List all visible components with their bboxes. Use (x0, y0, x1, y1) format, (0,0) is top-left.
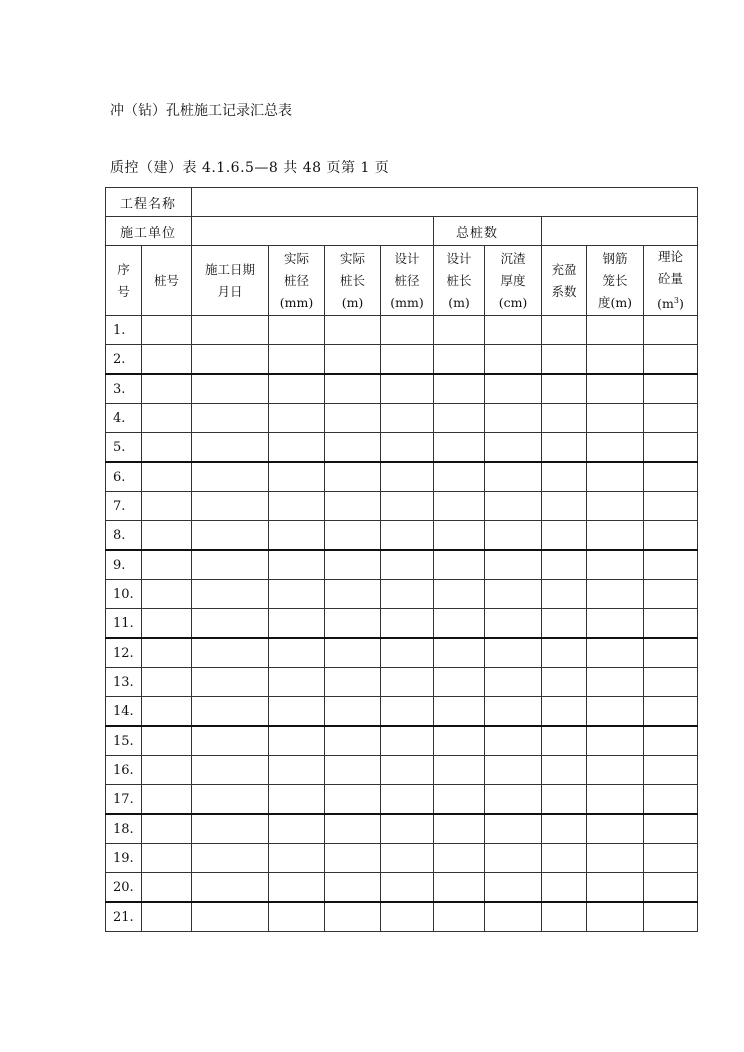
cell-date[interactable] (192, 462, 269, 492)
cell-actual-length[interactable] (325, 345, 381, 375)
cell-actual-diameter[interactable] (269, 609, 325, 639)
cell-design-length[interactable] (434, 404, 485, 433)
total-piles-label: 总桩数 (434, 217, 542, 246)
cell-cage-length[interactable] (587, 316, 644, 345)
cell-cage-length[interactable] (587, 462, 644, 492)
cell-pile-no[interactable] (142, 580, 192, 609)
col-pile-no: 桩号 (142, 246, 192, 316)
cell-date[interactable] (192, 697, 269, 727)
cell-pile-no[interactable] (142, 433, 192, 463)
cell-actual-length[interactable] (325, 580, 381, 609)
cell-sediment[interactable] (485, 433, 542, 463)
cell-sediment[interactable] (485, 873, 542, 903)
cell-sediment[interactable] (485, 726, 542, 756)
cell-actual-diameter[interactable] (269, 697, 325, 727)
cell-actual-length[interactable] (325, 462, 381, 492)
cell-sediment[interactable] (485, 785, 542, 815)
row-number: 19. (106, 844, 142, 873)
cell-fill-factor[interactable] (542, 462, 587, 492)
cell-concrete-volume[interactable] (644, 345, 698, 375)
cell-pile-no[interactable] (142, 697, 192, 727)
cell-date[interactable] (192, 873, 269, 903)
cell-design-diameter[interactable] (381, 521, 434, 551)
column-header-row (106, 246, 698, 316)
cell-pile-no[interactable] (142, 726, 192, 756)
total-piles-field[interactable] (542, 217, 698, 246)
cell-fill-factor[interactable] (542, 404, 587, 433)
table-row (106, 814, 698, 844)
form-title: 冲（钻）孔桩施工记录汇总表 (110, 103, 292, 119)
col-actual-diameter: 实际 桩径 (mm) (269, 246, 325, 316)
row-number: 20. (106, 873, 142, 903)
cell-cage-length[interactable] (587, 521, 644, 551)
cell-date[interactable] (192, 433, 269, 463)
cell-sediment[interactable] (485, 550, 542, 580)
cell-actual-diameter[interactable] (269, 580, 325, 609)
cell-concrete-volume[interactable] (644, 609, 698, 639)
cell-concrete-volume[interactable] (644, 814, 698, 844)
cell-design-length[interactable] (434, 580, 485, 609)
cell-date[interactable] (192, 550, 269, 580)
cell-actual-diameter[interactable] (269, 492, 325, 521)
table-row (106, 638, 698, 668)
row-number: 4. (106, 404, 142, 433)
cell-fill-factor[interactable] (542, 316, 587, 345)
row-number: 17. (106, 785, 142, 815)
cell-date[interactable] (192, 374, 269, 404)
cell-concrete-volume[interactable] (644, 404, 698, 433)
cell-sediment[interactable] (485, 668, 542, 697)
row-number: 1. (106, 316, 142, 345)
cell-actual-length[interactable] (325, 316, 381, 345)
cell-design-length[interactable] (434, 609, 485, 639)
cell-cage-length[interactable] (587, 609, 644, 639)
cell-design-diameter[interactable] (381, 844, 434, 873)
table-row (106, 580, 698, 609)
cell-fill-factor[interactable] (542, 726, 587, 756)
cell-design-diameter[interactable] (381, 638, 434, 668)
cell-pile-no[interactable] (142, 345, 192, 375)
cell-date[interactable] (192, 726, 269, 756)
table-row (106, 492, 698, 521)
row-number: 21. (106, 902, 142, 932)
cell-fill-factor[interactable] (542, 521, 587, 551)
cell-design-length[interactable] (434, 785, 485, 815)
cell-concrete-volume[interactable] (644, 462, 698, 492)
cell-actual-diameter[interactable] (269, 844, 325, 873)
cell-design-diameter[interactable] (381, 316, 434, 345)
cell-fill-factor[interactable] (542, 638, 587, 668)
cell-cage-length[interactable] (587, 345, 644, 375)
cell-date[interactable] (192, 316, 269, 345)
form-code: 质控（建）表 4.1.6.5—8 共 48 页第 1 页 (110, 160, 390, 176)
cell-cage-length[interactable] (587, 756, 644, 785)
row-number: 8. (106, 521, 142, 551)
cell-sediment[interactable] (485, 316, 542, 345)
cell-date[interactable] (192, 756, 269, 785)
cell-cage-length[interactable] (587, 638, 644, 668)
cell-pile-no[interactable] (142, 550, 192, 580)
cell-pile-no[interactable] (142, 844, 192, 873)
cell-design-diameter[interactable] (381, 726, 434, 756)
cell-concrete-volume[interactable] (644, 316, 698, 345)
cell-design-length[interactable] (434, 433, 485, 463)
cell-concrete-volume[interactable] (644, 638, 698, 668)
cell-date[interactable] (192, 492, 269, 521)
cell-cage-length[interactable] (587, 726, 644, 756)
col-design-diameter: 设计 桩径 (mm) (381, 246, 434, 316)
cell-cage-length[interactable] (587, 873, 644, 903)
row-number: 6. (106, 462, 142, 492)
row-number: 12. (106, 638, 142, 668)
table-row (106, 316, 698, 345)
cell-date[interactable] (192, 785, 269, 815)
row-number: 16. (106, 756, 142, 785)
row-number: 14. (106, 697, 142, 727)
cell-pile-no[interactable] (142, 814, 192, 844)
table-row (106, 433, 698, 463)
cell-cage-length[interactable] (587, 374, 644, 404)
cell-fill-factor[interactable] (542, 785, 587, 815)
cell-sediment[interactable] (485, 697, 542, 727)
cell-concrete-volume[interactable] (644, 550, 698, 580)
cell-date[interactable] (192, 609, 269, 639)
cell-cage-length[interactable] (587, 697, 644, 727)
cell-actual-diameter[interactable] (269, 638, 325, 668)
cell-cage-length[interactable] (587, 668, 644, 697)
cell-design-diameter[interactable] (381, 668, 434, 697)
cell-sediment[interactable] (485, 521, 542, 551)
cell-design-diameter[interactable] (381, 492, 434, 521)
cell-actual-diameter[interactable] (269, 316, 325, 345)
cell-design-length[interactable] (434, 492, 485, 521)
cell-fill-factor[interactable] (542, 492, 587, 521)
cell-fill-factor[interactable] (542, 756, 587, 785)
cell-actual-length[interactable] (325, 668, 381, 697)
cell-concrete-volume[interactable] (644, 726, 698, 756)
row-number: 9. (106, 550, 142, 580)
cell-concrete-volume[interactable] (644, 668, 698, 697)
cell-fill-factor[interactable] (542, 345, 587, 375)
cell-date[interactable] (192, 668, 269, 697)
cell-actual-length[interactable] (325, 404, 381, 433)
cell-design-diameter[interactable] (381, 580, 434, 609)
cell-actual-diameter[interactable] (269, 433, 325, 463)
table-row (106, 404, 698, 433)
cell-cage-length[interactable] (587, 580, 644, 609)
project-name-label: 工程名称 (106, 188, 192, 217)
cell-date[interactable] (192, 638, 269, 668)
row-number: 3. (106, 374, 142, 404)
cell-sediment[interactable] (485, 374, 542, 404)
cell-design-length[interactable] (434, 345, 485, 375)
cell-pile-no[interactable] (142, 609, 192, 639)
contractor-label: 施工单位 (106, 217, 192, 246)
cell-sediment[interactable] (485, 345, 542, 375)
cell-sediment[interactable] (485, 844, 542, 873)
cell-actual-diameter[interactable] (269, 756, 325, 785)
cell-design-length[interactable] (434, 697, 485, 727)
cell-fill-factor[interactable] (542, 433, 587, 463)
table-row (106, 609, 698, 639)
cell-fill-factor[interactable] (542, 550, 587, 580)
row-number: 13. (106, 668, 142, 697)
cell-sediment[interactable] (485, 492, 542, 521)
cell-actual-length[interactable] (325, 697, 381, 727)
cell-actual-diameter[interactable] (269, 902, 325, 932)
cell-cage-length[interactable] (587, 814, 644, 844)
cell-sediment[interactable] (485, 462, 542, 492)
cell-design-diameter[interactable] (381, 404, 434, 433)
cell-design-length[interactable] (434, 521, 485, 551)
cell-design-diameter[interactable] (381, 462, 434, 492)
cell-date[interactable] (192, 814, 269, 844)
cell-actual-length[interactable] (325, 902, 381, 932)
cell-sediment[interactable] (485, 404, 542, 433)
col-design-length: 设计 桩长 (m) (434, 246, 485, 316)
cell-actual-diameter[interactable] (269, 726, 325, 756)
cell-design-diameter[interactable] (381, 609, 434, 639)
cell-concrete-volume[interactable] (644, 492, 698, 521)
cell-concrete-volume[interactable] (644, 697, 698, 727)
cell-design-length[interactable] (434, 844, 485, 873)
cell-design-length[interactable] (434, 668, 485, 697)
cell-sediment[interactable] (485, 609, 542, 639)
cell-concrete-volume[interactable] (644, 374, 698, 404)
cell-design-length[interactable] (434, 873, 485, 903)
cell-fill-factor[interactable] (542, 844, 587, 873)
cell-design-diameter[interactable] (381, 345, 434, 375)
cell-pile-no[interactable] (142, 404, 192, 433)
cell-actual-length[interactable] (325, 785, 381, 815)
cell-cage-length[interactable] (587, 433, 644, 463)
table-row (106, 902, 698, 932)
cell-date[interactable] (192, 345, 269, 375)
cell-pile-no[interactable] (142, 521, 192, 551)
cell-design-diameter[interactable] (381, 374, 434, 404)
cell-design-length[interactable] (434, 374, 485, 404)
cell-actual-length[interactable] (325, 873, 381, 903)
col-actual-length: 实际 桩长 (m) (325, 246, 381, 316)
cell-fill-factor[interactable] (542, 814, 587, 844)
cell-design-length[interactable] (434, 814, 485, 844)
cell-sediment[interactable] (485, 814, 542, 844)
cell-fill-factor[interactable] (542, 609, 587, 639)
cell-design-length[interactable] (434, 756, 485, 785)
cell-cage-length[interactable] (587, 550, 644, 580)
cell-sediment[interactable] (485, 902, 542, 932)
cell-design-length[interactable] (434, 726, 485, 756)
cell-design-diameter[interactable] (381, 873, 434, 903)
col-seq: 序 号 (106, 246, 142, 316)
cell-fill-factor[interactable] (542, 873, 587, 903)
cell-design-diameter[interactable] (381, 697, 434, 727)
cell-pile-no[interactable] (142, 316, 192, 345)
cell-design-length[interactable] (434, 462, 485, 492)
cell-sediment[interactable] (485, 638, 542, 668)
cell-cage-length[interactable] (587, 844, 644, 873)
table-row (106, 550, 698, 580)
cell-date[interactable] (192, 844, 269, 873)
cell-actual-diameter[interactable] (269, 374, 325, 404)
table-row (106, 726, 698, 756)
cell-date[interactable] (192, 521, 269, 551)
cell-actual-diameter[interactable] (269, 550, 325, 580)
cell-design-length[interactable] (434, 902, 485, 932)
cell-pile-no[interactable] (142, 462, 192, 492)
contractor-row (106, 217, 698, 246)
cell-actual-diameter[interactable] (269, 462, 325, 492)
table-row (106, 785, 698, 815)
cell-design-diameter[interactable] (381, 902, 434, 932)
col-date: 施工日期 月日 (192, 246, 269, 316)
cell-actual-diameter[interactable] (269, 345, 325, 375)
cell-concrete-volume[interactable] (644, 873, 698, 903)
table-row (106, 697, 698, 727)
row-number: 10. (106, 580, 142, 609)
cell-actual-diameter[interactable] (269, 785, 325, 815)
cell-pile-no[interactable] (142, 374, 192, 404)
cell-concrete-volume[interactable] (644, 902, 698, 932)
row-number: 5. (106, 433, 142, 463)
cell-fill-factor[interactable] (542, 697, 587, 727)
cell-actual-length[interactable] (325, 756, 381, 785)
row-number: 15. (106, 726, 142, 756)
cell-pile-no[interactable] (142, 785, 192, 815)
cell-date[interactable] (192, 404, 269, 433)
cell-design-length[interactable] (434, 550, 485, 580)
row-number: 2. (106, 345, 142, 375)
cell-concrete-volume[interactable] (644, 844, 698, 873)
cell-actual-length[interactable] (325, 492, 381, 521)
table-row (106, 844, 698, 873)
cell-design-diameter[interactable] (381, 550, 434, 580)
cell-cage-length[interactable] (587, 902, 644, 932)
project-name-row (106, 188, 698, 217)
cell-actual-length[interactable] (325, 374, 381, 404)
cell-pile-no[interactable] (142, 492, 192, 521)
cell-concrete-volume[interactable] (644, 521, 698, 551)
cell-actual-length[interactable] (325, 814, 381, 844)
row-number: 11. (106, 609, 142, 639)
cell-actual-diameter[interactable] (269, 668, 325, 697)
pile-record-table (105, 187, 698, 932)
cell-actual-diameter[interactable] (269, 873, 325, 903)
cell-design-diameter[interactable] (381, 785, 434, 815)
cell-pile-no[interactable] (142, 873, 192, 903)
table-row (106, 873, 698, 903)
cell-design-diameter[interactable] (381, 433, 434, 463)
cell-cage-length[interactable] (587, 492, 644, 521)
cell-design-length[interactable] (434, 316, 485, 345)
cell-cage-length[interactable] (587, 404, 644, 433)
cell-actual-length[interactable] (325, 726, 381, 756)
cell-fill-factor[interactable] (542, 580, 587, 609)
table-row (106, 521, 698, 551)
cell-sediment[interactable] (485, 756, 542, 785)
cell-concrete-volume[interactable] (644, 785, 698, 815)
col-sediment: 沉渣 厚度 (cm) (485, 246, 542, 316)
table-row (106, 756, 698, 785)
cell-design-length[interactable] (434, 638, 485, 668)
table-row (106, 374, 698, 404)
cell-actual-length[interactable] (325, 550, 381, 580)
row-number: 18. (106, 814, 142, 844)
project-name-field[interactable] (192, 188, 698, 217)
cell-design-diameter[interactable] (381, 814, 434, 844)
cell-date[interactable] (192, 580, 269, 609)
col-concrete-volume: 理论 砼量 $(m^3)$ (644, 246, 698, 316)
cell-actual-diameter[interactable] (269, 521, 325, 551)
cell-concrete-volume[interactable] (644, 433, 698, 463)
cell-fill-factor[interactable] (542, 668, 587, 697)
cell-concrete-volume[interactable] (644, 756, 698, 785)
cell-actual-diameter[interactable] (269, 814, 325, 844)
cell-actual-length[interactable] (325, 433, 381, 463)
cell-fill-factor[interactable] (542, 374, 587, 404)
contractor-field[interactable] (192, 217, 434, 246)
cell-actual-length[interactable] (325, 638, 381, 668)
cell-actual-diameter[interactable] (269, 404, 325, 433)
col-cage-length: 钢筋 笼长 度(m) (587, 246, 644, 316)
table-row (106, 462, 698, 492)
cell-actual-length[interactable] (325, 844, 381, 873)
cell-concrete-volume[interactable] (644, 580, 698, 609)
cell-date[interactable] (192, 902, 269, 932)
table-row (106, 345, 698, 375)
row-number: 7. (106, 492, 142, 521)
cell-pile-no[interactable] (142, 638, 192, 668)
cell-fill-factor[interactable] (542, 902, 587, 932)
cell-design-diameter[interactable] (381, 756, 434, 785)
cell-pile-no[interactable] (142, 668, 192, 697)
col-fill-factor: 充盈 系数 (542, 246, 587, 316)
cell-actual-length[interactable] (325, 521, 381, 551)
table-row (106, 668, 698, 697)
cell-sediment[interactable] (485, 580, 542, 609)
cell-pile-no[interactable] (142, 756, 192, 785)
cell-cage-length[interactable] (587, 785, 644, 815)
cell-pile-no[interactable] (142, 902, 192, 932)
cell-actual-length[interactable] (325, 609, 381, 639)
